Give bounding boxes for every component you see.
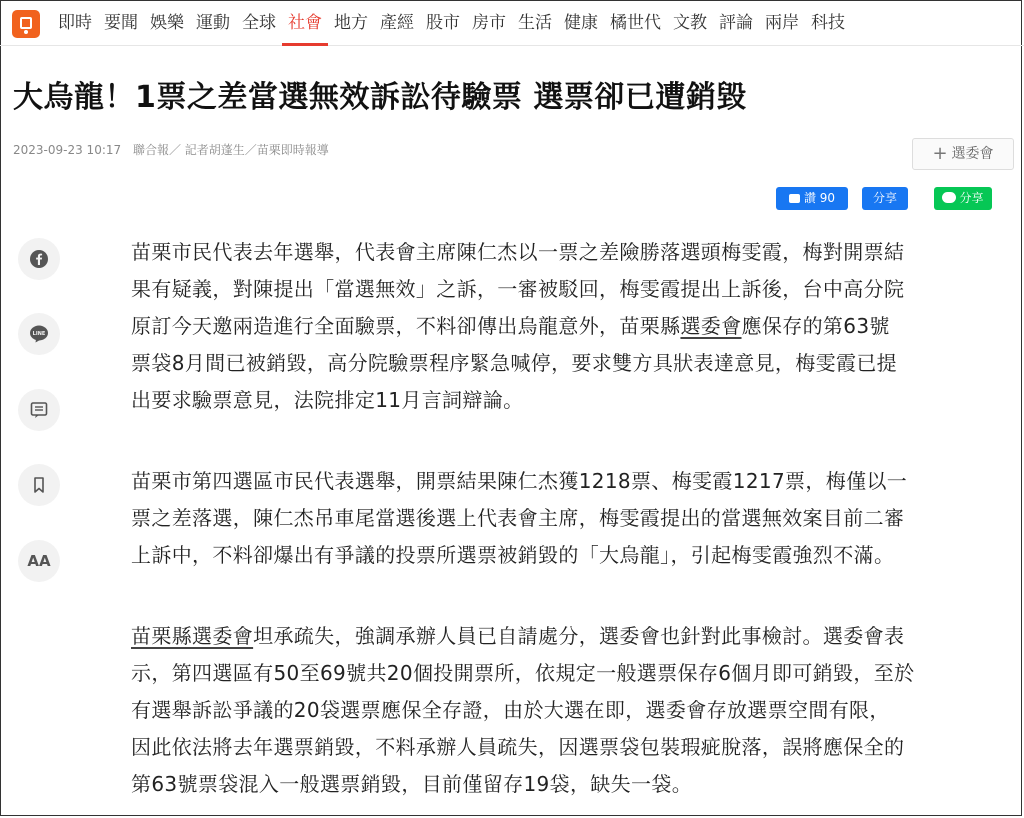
bookmark-icon: [29, 475, 49, 495]
font-size-side-button[interactable]: [18, 540, 60, 582]
udn-logo-icon[interactable]: [12, 10, 40, 38]
paragraph-line: 苗栗市民代表去年選舉，代表會主席陳仁杰以一票之差險勝落選頭梅雯霞，梅對開票結: [131, 240, 905, 264]
nav-item-11[interactable]: 健康: [564, 13, 598, 33]
paragraph-text: 應保存的第63號: [741, 314, 890, 338]
paragraph-line: 示，第四選區有50至69號共20個投開票所，依規定一般選票保存6個月即可銷毀，至於: [131, 661, 915, 685]
nav-item-14[interactable]: 評論: [719, 13, 753, 33]
nav-item-12[interactable]: 橘世代: [610, 13, 661, 33]
line-icon: [942, 192, 956, 203]
nav-item-0[interactable]: 即時: [58, 13, 92, 33]
line-share-label: 分享: [959, 191, 984, 205]
paragraph-text: 坦承疏失，強調承辦人員已自請處分，選委會也針對此事檢討。選委會表: [253, 624, 905, 648]
nav-item-6[interactable]: 地方: [334, 13, 368, 33]
nav-item-4[interactable]: 全球: [242, 13, 276, 33]
nav-item-16[interactable]: 科技: [811, 13, 845, 33]
comment-side-button[interactable]: [18, 389, 60, 431]
tag-label: 選委會: [951, 146, 994, 162]
like-label: 讚: [803, 191, 816, 205]
article-meta: [13, 141, 329, 158]
nav-item-10[interactable]: 生活: [518, 13, 552, 33]
paragraph-line: 因此依法將去年選票銷毀，不料承辦人員疏失，因選票袋包裝瑕疵脫落，誤將應保全的: [131, 735, 905, 759]
publish-date: 2023-09-23 10:17: [13, 143, 122, 157]
comment-icon: [29, 400, 49, 420]
article-paragraph-3: [131, 618, 995, 803]
bookmark-side-button[interactable]: [18, 464, 60, 506]
fb-share-label: 分享: [872, 191, 897, 205]
paragraph-text: 原訂今天邀兩造進行全面驗票，不料卻傳出烏龍意外，苗栗縣: [131, 314, 681, 338]
paragraph-line: 第63號票袋混入一般選票銷毀，目前僅留存19袋，缺失一袋。: [131, 772, 693, 796]
paragraph-line: 票之差落選，陳仁杰吊車尾當選後選上代表會主席，梅雯霞提出的當選無效案目前二審: [131, 506, 905, 530]
facebook-like-button[interactable]: [776, 187, 848, 210]
article-paragraph-1: [131, 234, 995, 419]
facebook-share-button[interactable]: [862, 187, 908, 210]
paragraph-line: 果有疑義，對陳提出「當選無效」之訴，一審被駁回，梅雯霞提出上訴後，台中高分院: [131, 277, 905, 301]
thumbs-up-icon: [789, 194, 800, 203]
nav-item-9[interactable]: 房市: [472, 13, 506, 33]
paragraph-line: 苗栗市第四選區市民代表選舉，開票結果陳仁杰獲1218票、梅雯霞1217票，梅僅以一: [131, 469, 908, 493]
facebook-side-button[interactable]: [18, 238, 60, 280]
paragraph-line: 有選舉訴訟爭議的20袋選票應保全存證，由於大選在即，選委會存放選票空間有限，: [131, 698, 890, 722]
paragraph-line: 上訴中，不料卻爆出有爭議的投票所選票被銷毀的「大烏龍」，引起梅雯霞強烈不滿。: [131, 543, 895, 567]
nav-items: [52, 0, 851, 46]
nav-item-8[interactable]: 股市: [426, 13, 460, 33]
article-paragraph-2: [131, 463, 995, 574]
line-icon: [29, 324, 49, 344]
nav-item-3[interactable]: 運動: [196, 13, 230, 33]
nav-item-15[interactable]: 兩岸: [765, 13, 799, 33]
nav-item-13[interactable]: 文教: [673, 13, 707, 33]
nav-item-1[interactable]: 要聞: [104, 13, 138, 33]
line-side-button[interactable]: [18, 313, 60, 355]
byline: 聯合報／ 記者胡蓬生／苗栗即時報導: [132, 143, 329, 157]
nav-item-5[interactable]: 社會: [282, 0, 328, 46]
paragraph-line: [131, 308, 995, 345]
plus-icon: +: [932, 143, 948, 164]
nav-item-7[interactable]: 產經: [380, 13, 414, 33]
keyword-link[interactable]: 選委會: [680, 314, 742, 338]
line-share-button[interactable]: [934, 187, 992, 210]
paragraph-line: [131, 618, 995, 655]
nav-item-2[interactable]: 娛樂: [150, 13, 184, 33]
article-headline: 大烏龍！1票之差當選無效訴訟待驗票 選票卻已遭銷毀: [13, 80, 747, 115]
like-count: 90: [819, 191, 836, 205]
paragraph-line: 出要求驗票意見，法院排定11月言詞辯論。: [131, 388, 524, 412]
tag-follow-button[interactable]: [912, 138, 1014, 170]
paragraph-line: 票袋8月間已被銷毀，高分院驗票程序緊急喊停，要求雙方具狀表達意見，梅雯霞已提: [131, 351, 898, 375]
font-size-icon: AA: [27, 552, 51, 570]
keyword-link[interactable]: 苗栗縣選委會: [131, 624, 254, 648]
svg-text:LINE: LINE: [32, 331, 46, 337]
facebook-icon: [29, 249, 49, 269]
top-nav: [0, 0, 1024, 46]
